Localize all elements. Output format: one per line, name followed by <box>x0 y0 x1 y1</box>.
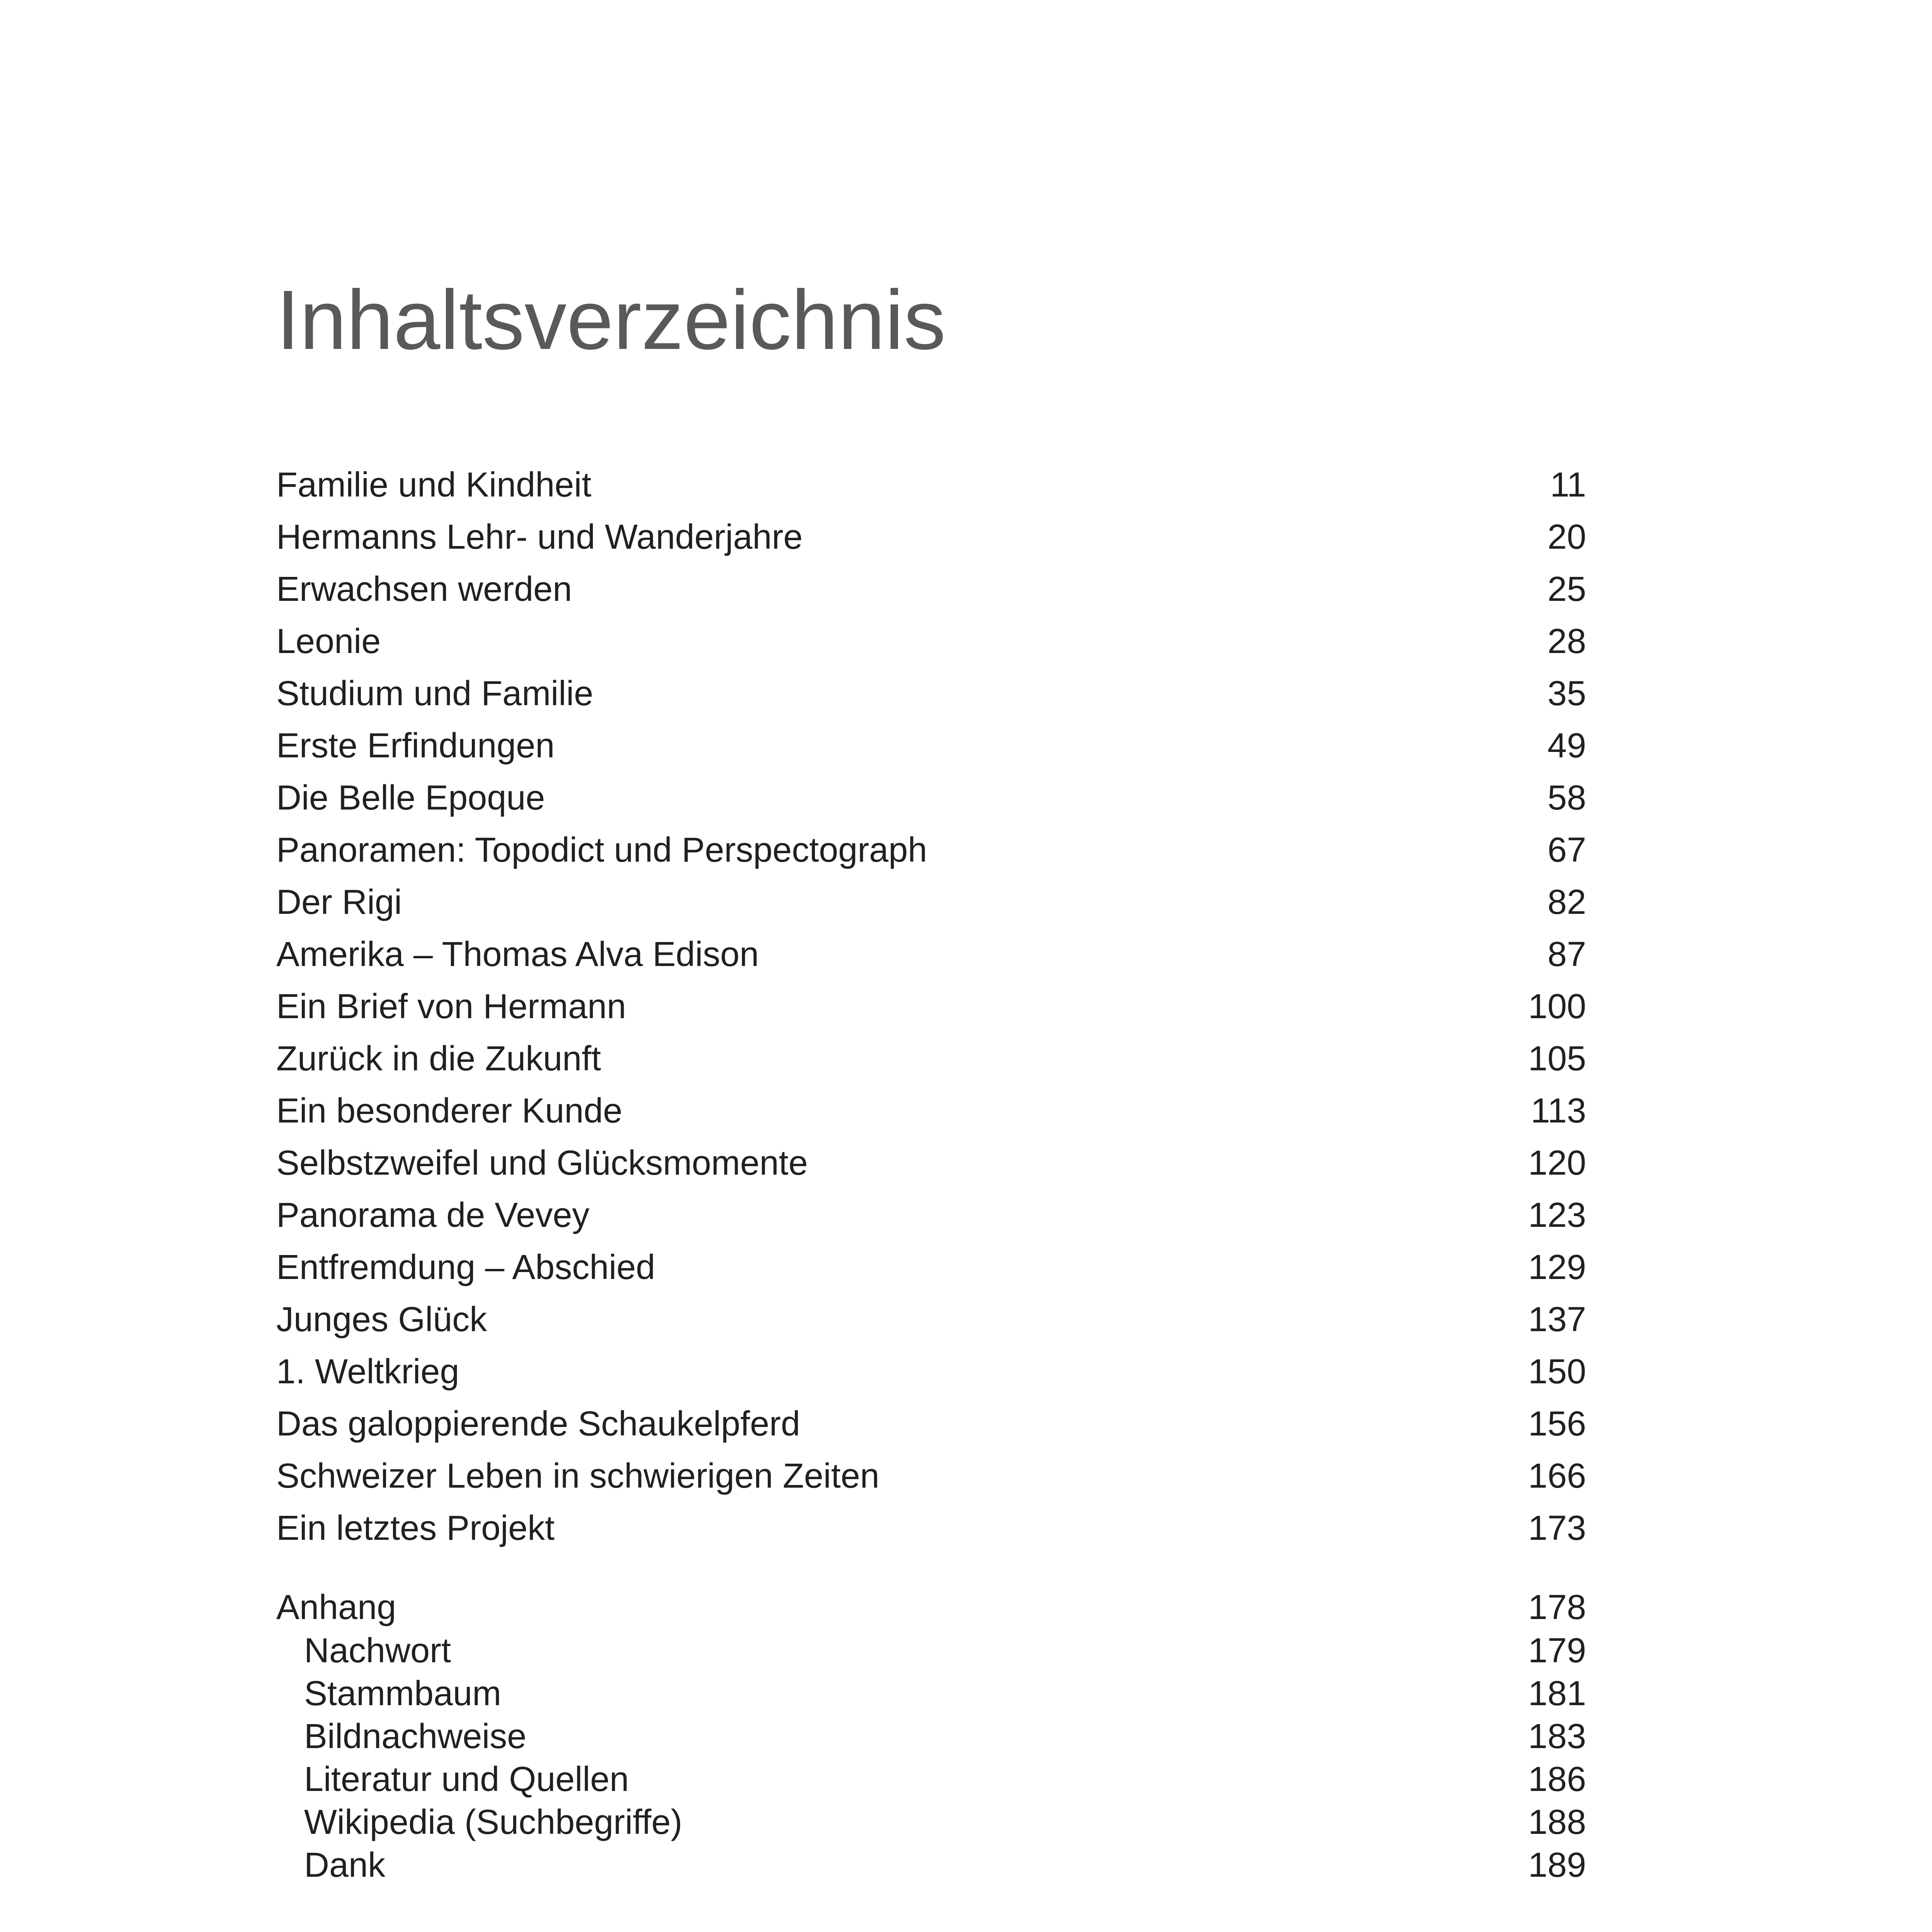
toc-entry[interactable] <box>276 566 1586 612</box>
toc-entry[interactable] <box>276 1505 1586 1551</box>
toc-subentry-page: 186 <box>1528 1760 1586 1799</box>
toc-subentry-page: 189 <box>1528 1846 1586 1884</box>
toc-subentry-page: 183 <box>1528 1717 1586 1756</box>
toc-entry-title: Zurück in die Zukunft <box>276 1039 601 1078</box>
toc-subentry[interactable] <box>276 1628 1586 1674</box>
toc-entry-page: 100 <box>1528 987 1586 1026</box>
toc-entry-page: 11 <box>1550 466 1586 504</box>
page-title: Inhaltsverzeichnis <box>276 273 946 367</box>
toc-entry-page: 25 <box>1547 570 1586 609</box>
toc-entry-title: Selbstzweifel und Glücksmomente <box>276 1144 808 1182</box>
toc-subentry-page: 188 <box>1528 1803 1586 1842</box>
toc-entry-title: Entfremdung – Abschied <box>276 1248 655 1287</box>
toc-entry-page: 67 <box>1547 831 1586 869</box>
toc-entry-title: 1. Weltkrieg <box>276 1352 459 1391</box>
toc-entry-page: 113 <box>1531 1092 1586 1130</box>
toc-entry-title: Ein Brief von Hermann <box>276 987 626 1026</box>
toc-entry[interactable] <box>276 1140 1586 1186</box>
toc-subentry-page: 181 <box>1528 1674 1586 1713</box>
toc-entry-page: 87 <box>1547 935 1586 974</box>
toc-entry[interactable] <box>276 1453 1586 1499</box>
toc-entry[interactable] <box>276 1296 1586 1343</box>
toc-entry-page: 105 <box>1528 1039 1586 1078</box>
toc-entry-title: Leonie <box>276 622 381 661</box>
toc-entry-page: 156 <box>1528 1405 1586 1443</box>
toc-entry[interactable] <box>276 1036 1586 1082</box>
toc-entry[interactable] <box>276 1349 1586 1395</box>
toc-entry-title: Erwachsen werden <box>276 570 572 609</box>
toc-subentry-title: Dank <box>304 1846 386 1884</box>
toc-entry-title: Ein besonderer Kunde <box>276 1092 622 1130</box>
toc-subentry-title: Bildnachweise <box>304 1717 527 1756</box>
toc-entry-page: 35 <box>1547 674 1586 713</box>
toc-entry[interactable] <box>276 670 1586 717</box>
toc-entry-page: 173 <box>1528 1509 1586 1548</box>
toc-entry[interactable] <box>276 618 1586 665</box>
toc-entry-page: 28 <box>1547 622 1586 661</box>
toc-entry[interactable] <box>276 827 1586 873</box>
toc-entry-page: 123 <box>1528 1196 1586 1235</box>
toc-entry[interactable] <box>276 1192 1586 1238</box>
toc-entry[interactable] <box>276 775 1586 821</box>
toc-entry[interactable] <box>276 1088 1586 1134</box>
toc-subentry-title: Literatur und Quellen <box>304 1760 629 1799</box>
toc-entry-title: Familie und Kindheit <box>276 466 592 504</box>
toc-entry-page: 82 <box>1547 883 1586 922</box>
toc-subentry-page: 179 <box>1528 1631 1586 1670</box>
toc-entry[interactable] <box>276 931 1586 978</box>
toc-entry-title: Schweizer Leben in schwierigen Zeiten <box>276 1457 879 1495</box>
toc-entry-title: Panoramen: Topodict und Perspectograph <box>276 831 927 869</box>
toc-entry-title: Hermanns Lehr- und Wanderjahre <box>276 518 803 556</box>
toc-entry-title: Studium und Familie <box>276 674 594 713</box>
toc-entry[interactable] <box>276 723 1586 769</box>
toc-subentry-title: Wikipedia (Suchbegriffe) <box>304 1803 682 1842</box>
toc-entry[interactable] <box>276 1401 1586 1447</box>
toc-entry[interactable] <box>276 983 1586 1030</box>
toc-entry[interactable] <box>276 879 1586 925</box>
toc-entry-title: Der Rigi <box>276 883 402 922</box>
toc-subentry[interactable] <box>276 1670 1586 1717</box>
toc-entry-page: 58 <box>1547 779 1586 817</box>
toc-entry[interactable] <box>276 514 1586 560</box>
toc-entry-page: 120 <box>1528 1144 1586 1182</box>
toc-entry-title: Die Belle Epoque <box>276 779 545 817</box>
toc-entry-page: 150 <box>1528 1352 1586 1391</box>
toc-entry-title: Panorama de Vevey <box>276 1196 590 1235</box>
toc-entry-title: Junges Glück <box>276 1300 487 1339</box>
toc-entry-page: 178 <box>1528 1588 1586 1627</box>
toc-entry-title: Anhang <box>276 1588 396 1627</box>
toc-entry[interactable] <box>276 1244 1586 1291</box>
toc-entry-title: Erste Erfindungen <box>276 726 555 765</box>
toc-entry-page: 166 <box>1528 1457 1586 1495</box>
toc-subentry-title: Stammbaum <box>304 1674 502 1713</box>
toc-entry-title: Das galoppierende Schaukelpferd <box>276 1405 800 1443</box>
toc-entry-title: Ein letztes Projekt <box>276 1509 555 1548</box>
toc-entry-page: 49 <box>1547 726 1586 765</box>
toc-entry-page: 137 <box>1528 1300 1586 1339</box>
toc-entry-appendix[interactable] <box>276 1584 1586 1631</box>
toc-entry-title: Amerika – Thomas Alva Edison <box>276 935 759 974</box>
toc-subentry[interactable] <box>276 1713 1586 1760</box>
toc-entry[interactable] <box>276 462 1586 508</box>
toc-entry-page: 20 <box>1547 518 1586 556</box>
toc-subentry-title: Nachwort <box>304 1631 451 1670</box>
toc-entry-page: 129 <box>1528 1248 1586 1287</box>
toc-subentry[interactable] <box>276 1756 1586 1803</box>
toc-subentry[interactable] <box>276 1842 1586 1888</box>
toc-subentry[interactable] <box>276 1799 1586 1845</box>
